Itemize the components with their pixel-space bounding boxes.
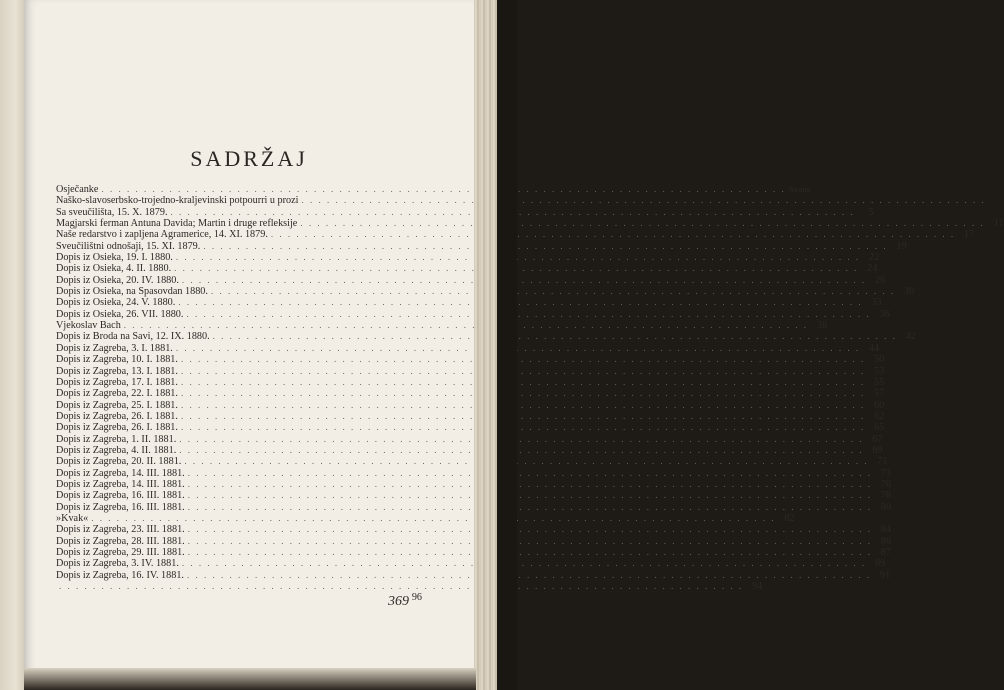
toc-entry-page: 24 [867,263,878,275]
toc-entry-page: 60 [874,399,885,411]
toc-entry-title: Dopis iz Osieka, 26. VII. 1880. [56,308,184,320]
toc-entry-title: Dopis iz Zagreba, 25. I. 1881. [56,399,178,411]
toc-entry [56,581,763,593]
toc-dot-leader [182,558,866,569]
toc-entry [56,365,885,377]
toc-dot-leader [124,320,808,331]
toc-entry-title: Dopis iz Zagreba, 16. IV. 1881. [56,569,184,581]
toc-entry [56,308,890,320]
toc-entry [56,342,880,354]
toc-entry-page: 26 [874,274,886,286]
toc-entry [56,501,891,513]
toc-dot-leader [184,456,868,467]
toc-entry-title: Dopis iz Zagreba, 26. I. 1881. [56,422,178,434]
toc-entry-title: Sveučilištni odnošaji, 15. XI. 1879. [56,240,201,252]
toc-entry-title: Dopis iz Osieka, na Spasovdan 1880. [56,286,208,298]
toc-entry [56,320,828,332]
toc-entry [56,524,891,536]
book-cover-edge [497,0,517,690]
toc-entry [56,195,422,206]
toc-entry-page: 89 [874,558,886,570]
toc-entry-title: Dopis iz Zagreba, 13. I. 1881. [56,365,178,377]
toc-entry-page: 5 [868,206,874,218]
toc-entry-title: Dopis iz Zagreba, 14. III. 1881. [56,478,185,490]
toc-entry-title: Dopis iz Zagreba, 23. III. 1881. [56,524,185,536]
toc-entry [56,569,891,581]
toc-entry-title: Dopis iz Zagreba, 3. I. 1881. [56,342,173,354]
toc-dot-leader [187,570,871,581]
toc-entry-title: Magjarski ferman Antuna Davida; Martin i druge refleksije [56,218,298,230]
toc-dot-leader [188,502,872,513]
toc-dot-leader [179,445,863,456]
toc-entry-page: 76 [880,478,891,490]
toc-dot-leader [188,524,872,535]
toc-entry [56,388,885,400]
toc-entry-title: Dopis iz Osieka, 20. IV. 1880. [56,274,179,286]
toc-entry [56,478,891,490]
toc-dot-leader [176,252,860,263]
toc-entry [56,467,891,479]
toc-entry-page: 62 [874,410,885,422]
toc-entry-page: 36 [879,308,890,320]
toc-entry [56,263,878,275]
toc-entry-page: 71 [877,456,888,468]
toc-dot-leader [181,388,865,399]
toc-entry [56,535,891,547]
toc-dot-leader [301,195,985,206]
toc-entry-page: 30 [904,286,915,298]
toc-entry-title: Dopis iz Zagreba, 20. II. 1881. [56,456,182,468]
toc-dot-leader [203,241,887,252]
toc-entry [56,297,882,309]
toc-entry [56,433,883,445]
toc-entry-title: Naše redarstvo i zapljena Agramerice, 14. XI. 1879. [56,229,268,241]
toc-dot-leader [271,229,955,240]
toc-entry-page: 50 [874,354,885,366]
toc-entry-page: 42 [905,331,916,343]
book-page [24,0,1004,672]
toc-dot-leader [188,479,872,490]
toc-entry [56,444,883,456]
toc-dot-leader [213,331,897,342]
toc-entry-page: 53 [874,365,885,377]
toc-entry [56,410,885,422]
toc-entry-page: 91 [880,569,891,581]
toc-entry-page: 87 [880,547,891,558]
toc-entry-title: Naško-slavoserbsko-trojedno-kraljevinski potpourri u prozi [56,195,299,207]
toc-entry-title: Dopis iz Broda na Savi, 12. IX. 1880. [56,331,210,343]
toc-dot-leader [181,366,865,377]
toc-dot-leader [182,275,866,286]
toc-entry [56,376,885,388]
toc-entry-page: 38 [816,320,828,332]
toc-dot-leader [176,343,860,354]
toc-entry-title: Dopis iz Osieka, 24. V. 1880. [56,297,176,309]
toc-dot-leader [181,411,865,422]
toc-entry [56,547,891,558]
toc-entry-page: 55 [874,376,885,388]
toc-entry-title: Dopis iz Zagreba, 28. III. 1881. [56,535,185,547]
toc-entry-page: 33 [871,297,882,309]
toc-entry-title: Sa sveučilišta, 15. X. 1879. [56,206,168,218]
toc-column-header: Strana [788,184,811,194]
toc-entry [56,422,885,434]
toc-entry-page: 84 [880,524,891,536]
toc-entry [56,286,915,298]
toc-dot-leader [59,581,743,592]
toc-entry-title: Vjekoslav Bach [56,320,121,332]
toc-entry-title: Dopis iz Zagreba, 4. II. 1881. [56,444,177,456]
toc-entry [56,218,1004,230]
toc-entry-page: 44 [868,342,880,354]
toc-dot-leader [181,422,865,433]
toc-entry-title: Dopis iz Zagreba, 29. III. 1881. [56,547,185,558]
toc-entry-page: 19 [896,240,907,252]
toc-entry-title: Dopis iz Zagreba, 10. I. 1881. [56,354,178,366]
toc-entry-title: Dopis iz Zagreba, 3. IV. 1881. [56,558,179,570]
toc-entry-page: 65 [874,422,885,434]
toc-entry-page: 17 [963,229,975,241]
toc-entry-page: 86 [880,535,891,547]
toc-entry [56,252,880,264]
toc-dot-leader [181,400,865,411]
toc-dot-leader [101,184,785,195]
page-bottom-edge [24,668,476,690]
toc-dot-leader [91,513,775,524]
toc-dot-leader [181,354,865,365]
toc-entry-page: 82 [784,512,795,524]
toc-dot-leader [211,286,895,297]
toc-dot-leader [188,536,872,547]
toc-entry-page: 11 [993,218,1004,230]
toc-entry [56,456,888,468]
toc-entry-title: Dopis iz Zagreba, 17. I. 1881. [56,376,178,388]
toc-dot-leader [178,297,862,308]
toc-entry-title: Dopis iz Zagreba, 26. I. 1881. [56,410,178,422]
toc-entry-page: 78 [880,490,891,502]
toc-dot-leader [179,434,863,445]
toc-entry [56,490,891,502]
toc-entry-page: 94 [752,581,763,593]
toc-entry-page: 80 [880,501,891,513]
toc-entry [56,331,916,343]
page-number: 369 [388,594,409,609]
toc-entry-title: Dopis iz Zagreba, 1. II. 1881. [56,433,177,445]
toc-entry-page: 57 [874,388,885,400]
toc-entry [56,240,907,252]
toc-dot-leader [188,490,872,501]
toc-entry-page: 69 [872,444,883,456]
toc-dot-leader [188,468,872,479]
toc-entry-page: 22 [868,252,880,264]
toc-entry-page: 67 [872,433,883,445]
toc-entry [56,558,886,570]
toc-entry [56,354,885,366]
toc-entry-title: Osječanke [56,184,99,195]
toc-dot-leader [181,377,865,388]
toc-entry [56,592,422,603]
toc-entry [56,229,975,241]
toc-entry-page: 73 [880,467,891,479]
toc-dot-leader [186,309,870,320]
toc-entry [56,274,886,286]
toc-entry [56,399,885,411]
toc-entry-title: Dopis iz Zagreba, 16. III. 1881. [56,490,185,502]
toc-entry [56,512,795,524]
toc-entry-title: Dopis iz Osieka, 4. II. 1880. [56,263,172,275]
toc-entry-title: Dopis iz Zagreba, 14. III. 1881. [56,467,185,479]
toc-dot-leader [188,547,872,558]
left-page-edge [0,0,26,690]
toc-entry-title: »Kvak« [56,512,89,524]
toc-entry-title: Dopis iz Zagreba, 16. III. 1881. [56,501,185,513]
toc-heading-row [56,184,811,195]
toc-entry-page: 96 [411,592,422,604]
page-title: SADRŽAJ [190,146,308,171]
toc-entry [56,206,874,218]
toc-entry-title: Dopis iz Osieka, 19. I. 1880. [56,252,173,264]
toc-entry-title: Dopis iz Zagreba, 22. I. 1881. [56,388,178,400]
table-of-contents [56,184,1004,604]
toc-dot-leader [300,218,984,229]
